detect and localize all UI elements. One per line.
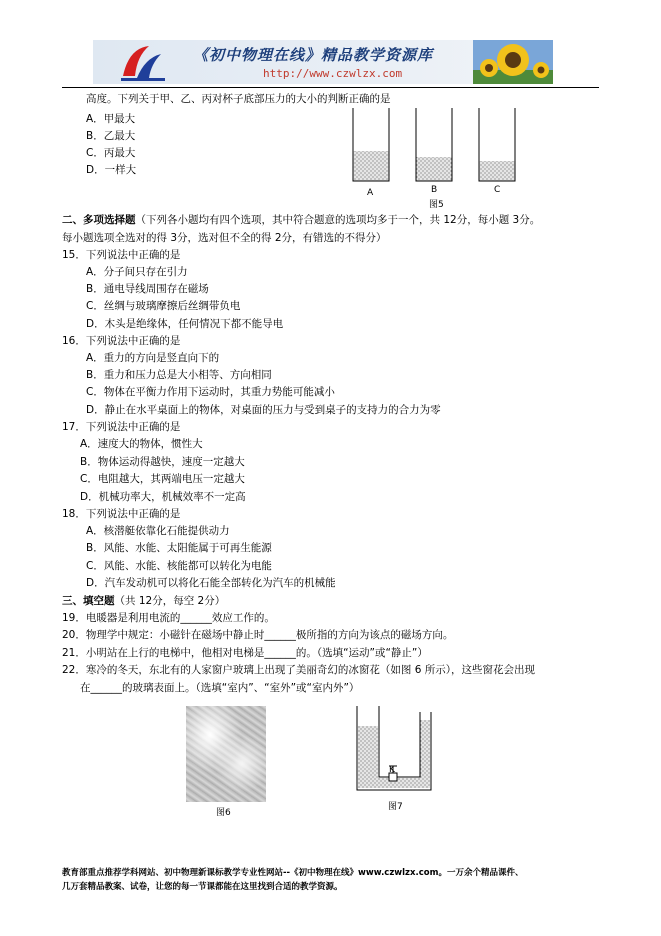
q17-option-b: B．物体运动得越快，速度一定越大	[80, 456, 245, 468]
q14-stem: 高度。下列关于甲、乙、丙对杯子底部压力的大小的判断正确的是	[86, 93, 391, 105]
section3-title: 三、填空题	[62, 595, 115, 607]
section2-heading	[62, 213, 540, 227]
q18-option-b: B．风能、水能、太阳能属于可再生能源	[86, 542, 272, 554]
q15-option-d: D．木头是绝缘体，任何情况下都不能导电	[86, 318, 284, 330]
section2-desc2: 每小题选项全选对的得 3分，选对但不全的得 2分，有错选的不得分）	[62, 232, 387, 244]
q18-option-a: A．核潜艇依靠化石能提供动力	[86, 525, 230, 537]
q17-option-a: A．速度大的物体，惯性大	[80, 438, 203, 450]
figure7-connected-vessels	[352, 704, 438, 796]
q18-option-c: C．风能、水能、核能都可以转化为电能	[86, 560, 272, 572]
site-logo-icon	[115, 40, 175, 84]
q17-option-c: C．电阻越大，其两端电压一定越大	[80, 473, 245, 485]
q17-stem: 17．下列说法中正确的是	[62, 421, 181, 433]
q16-option-b: B．重力和压力总是大小相等、方向相同	[86, 369, 272, 381]
q14-option-c: C．丙最大	[86, 147, 136, 159]
sunflower-icon	[473, 40, 553, 84]
q16-option-c: C．物体在平衡力作用下运动时，其重力势能可能减小	[86, 386, 335, 398]
q16-option-a: A．重力的方向是竖直向下的	[86, 352, 220, 364]
q14-option-d: D．一样大	[86, 164, 137, 176]
q15-option-c: C．丝绸与玻璃摩擦后丝绸带负电	[86, 300, 241, 312]
section2-title: 二、多项选择题	[62, 214, 136, 226]
q19: 19．电暖器是利用电流的______效应工作的。	[62, 612, 275, 624]
q22-line2: 在______的玻璃表面上。（选填“室内”、“室外”或“室内外”）	[80, 682, 360, 694]
q16-stem: 16．下列说法中正确的是	[62, 335, 181, 347]
banner-url[interactable]: http://www.czwlzx.com	[263, 67, 403, 80]
q16-option-d: D．静止在水平桌面上的物体，对桌面的压力与受到桌子的支持力的合力为零	[86, 404, 441, 416]
header-rule	[62, 87, 599, 88]
section3-desc: （共 12分，每空 2分）	[114, 595, 226, 607]
section3-heading	[62, 594, 225, 608]
figure7-caption: 图7	[388, 802, 403, 812]
valve-label: K	[389, 765, 395, 775]
q22-line1: 22．寒冷的冬天，东北有的人家窗户玻璃上出现了美丽奇幻的冰窗花（如图 6 所示），这些窗花会出现	[62, 664, 535, 676]
figure5-cups	[348, 104, 528, 204]
cup-b	[416, 108, 452, 181]
footer-line1: 教育部重点推荐学科网站、初中物理新课标教学专业性网站--《初中物理在线》www.czwlzx.com。一万余个精品课件、	[62, 868, 524, 878]
q14-option-a: A．甲最大	[86, 113, 136, 125]
cup-a-label: A	[367, 188, 374, 198]
q15-stem: 15．下列说法中正确的是	[62, 249, 181, 261]
cup-c-label: C	[494, 185, 501, 195]
cup-b-label: B	[431, 185, 438, 195]
q15-option-b: B．通电导线周围存在磁场	[86, 283, 209, 295]
banner-title: 《初中物理在线》精品教学资源库	[193, 46, 434, 64]
cup-a	[353, 108, 389, 181]
section2-desc1: （下列各小题均有四个选项，其中符合题意的选项均多于一个，共 12分，每小题 3分。	[135, 214, 541, 226]
figure5-caption: 图5	[429, 200, 444, 210]
figure6-caption: 图6	[216, 808, 231, 818]
q21: 21．小明站在上行的电梯中，他相对电梯是______的。（选填“运动”或“静止”）	[62, 647, 428, 659]
cup-c	[479, 108, 515, 181]
q17-option-d: D．机械功率大，机械效率不一定高	[80, 491, 246, 503]
footer-line2: 几万套精品教案、试卷，让您的每一节课都能在这里找到合适的教学资源。	[62, 882, 343, 892]
q14-option-b: B．乙最大	[86, 130, 136, 142]
figure6-frost-photo	[186, 706, 266, 802]
q18-option-d: D．汽车发动机可以将化石能全部转化为汽车的机械能	[86, 577, 336, 589]
q15-option-a: A．分子间只存在引力	[86, 266, 188, 278]
q20: 20．物理学中规定：小磁针在磁场中静止时______极所指的方向为该点的磁场方向。	[62, 629, 454, 641]
q18-stem: 18．下列说法中正确的是	[62, 508, 181, 520]
header-banner	[93, 40, 553, 84]
